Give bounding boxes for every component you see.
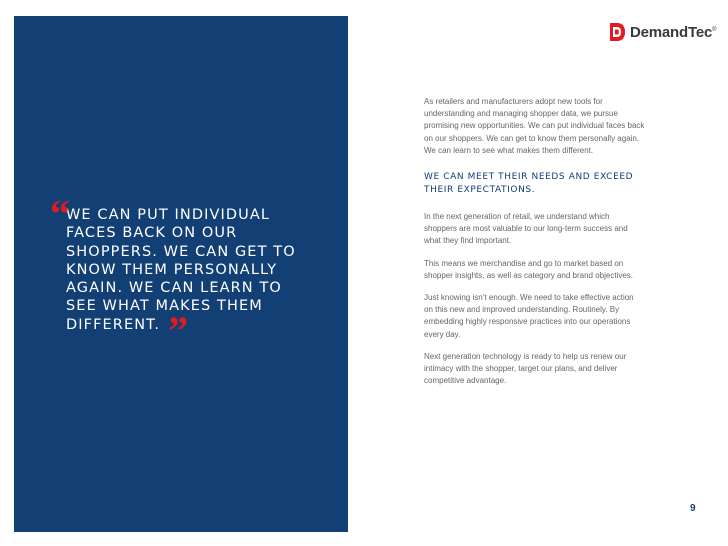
body-paragraph-3: Just knowing isn’t enough. We need to take effective action on this new and improved understanding. Routinely. By embedding highly responsive practices into our operations every day. (424, 293, 634, 339)
brand-logo (608, 20, 716, 44)
pull-quote-text (66, 206, 316, 353)
body-column (424, 96, 672, 397)
pull-quote (50, 191, 316, 353)
pull-quote-body: WE CAN PUT INDIVIDUAL FACES BACK ON OUR SHOPPERS. WE CAN GET TO KNOW THEM PERSONALLY AGAIN. WE CAN LEARN TO SEE WHAT MAKES THEM DIFFERENT. (66, 207, 296, 333)
open-quote-mark: “ (50, 191, 70, 236)
trademark-symbol: ® (712, 26, 717, 33)
close-quote-mark: ” (168, 307, 190, 353)
body-paragraph-4: Next generation technology is ready to help us renew our intimacy with the shopper, target our plans, and deliver competitive advantage. (424, 351, 627, 386)
body-paragraph-2: This means we merchandise and go to market based on shopper insights, as well as category and brand objectives. (424, 258, 634, 280)
brand-name-text: DemandTec (630, 23, 713, 41)
body-paragraph-1: In the next generation of retail, we understand which shoppers are most valuable to our long-term success and what they find important. (424, 212, 628, 246)
demandtec-logo-icon (608, 22, 626, 42)
section-heading: WE CAN MEET THEIR NEEDS AND EXCEED THEIR EXPECTATIONS. (424, 172, 634, 196)
page-number: 9 (690, 503, 696, 514)
brand-name (630, 24, 716, 41)
intro-paragraph: As retailers and manufacturers adopt new tools for understanding and managing shopper data, we pursue promising new opportunities. We can put individual faces back on our shoppers. We can get to know them personally again. We can learn to see what makes them different. (424, 97, 645, 155)
